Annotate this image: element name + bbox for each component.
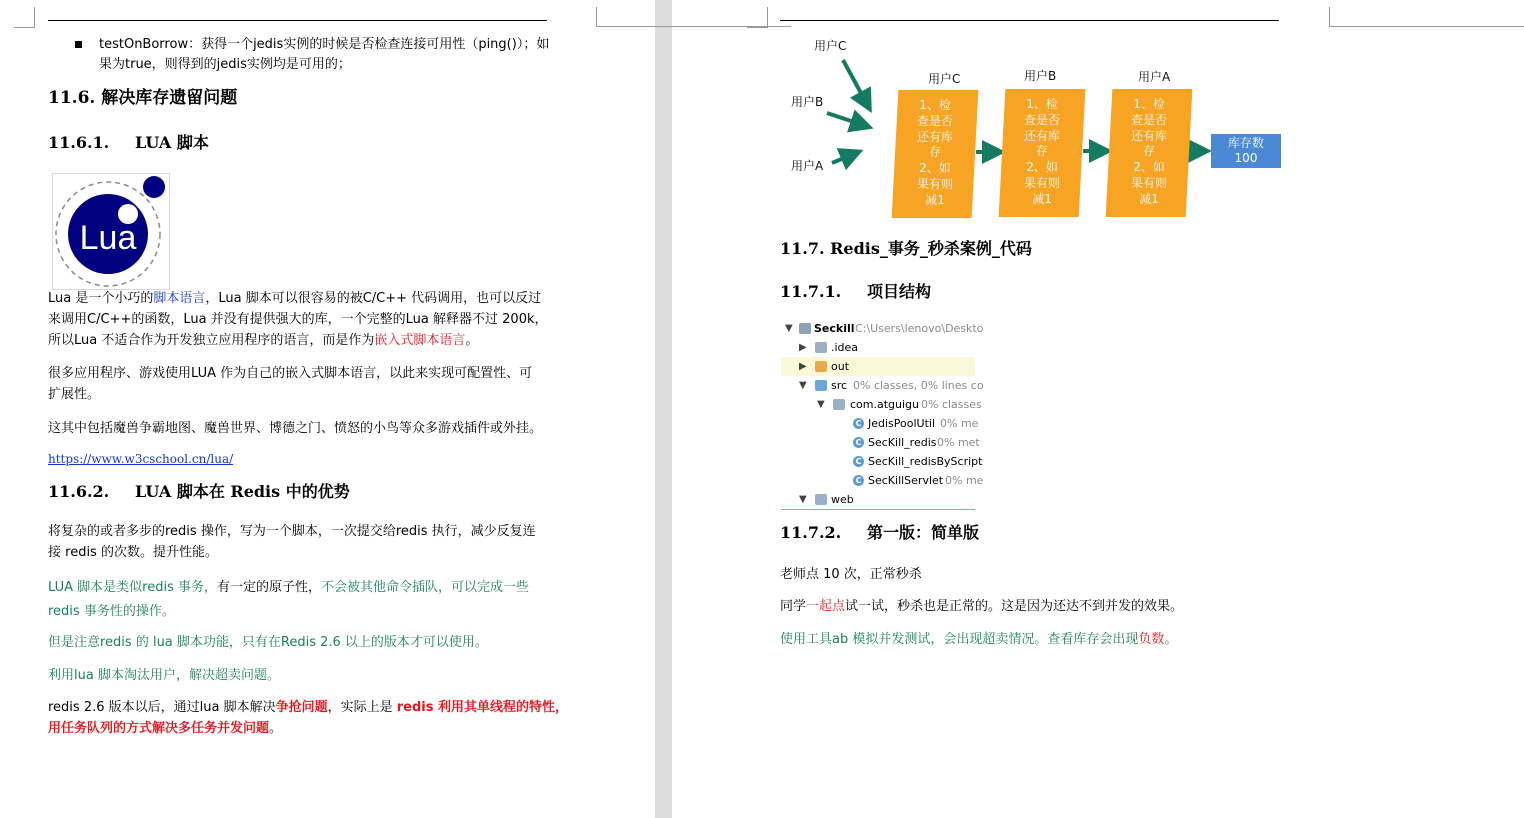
lua-logo-icon [53,174,169,289]
w3cschool-link[interactable]: https://www.w3cschool.cn/lua/ [48,452,234,466]
paragraph-line: LUA 脚本是类似redis 事务，有一定的原子性，不会被其他命令插队，可以完成一些 [48,580,529,595]
java-class-icon: C [853,456,864,467]
paragraph-line: 所以Lua 不适合作为开发独立应用程序的语言，而是作为嵌入式脚本语言。 [48,333,479,348]
heading-11-7-1 [780,281,931,302]
paragraph-line: 同学一起点试一试，秒杀也是正常的。这是因为还达不到并发的效果。 [780,599,1184,614]
paragraph-line: 用任务队列的方式解决多任务并发问题。 [48,721,283,736]
tree-item-out[interactable]: ▶ out [781,357,975,376]
module-icon [799,323,811,334]
tree-item-class[interactable]: C JedisPoolUtil 0% me [781,414,975,433]
crop-mark [1329,7,1524,27]
paragraph-line: 利用lua 脚本淘汰用户，解决超卖问题。 [48,668,280,683]
heading-11-7: 11.7. Redis_事务_秒杀案例_代码 [780,239,1032,258]
tree-item-src[interactable]: ▼ src 0% classes, 0% lines co [781,376,975,395]
stock-count-box: 库存数 100 [1211,134,1281,168]
bullet-text-line: 果为true，则得到的jedis实例均是可用的； [99,57,351,72]
page-gutter [655,0,672,818]
bullet-text-line: testOnBorrow：获得一个jedis实例的时候是否检查连接可用性（ping()）；如 [99,37,550,52]
heading-11-6: 11.6. 解决库存遗留问题 [48,88,238,108]
heading-number: 11.7.2. [780,523,842,542]
heading-text: 项目结构 [867,282,932,301]
source-folder-icon [815,380,827,391]
tree-root[interactable]: ▼ Seckill C:\Users\lenovo\Deskto [781,319,975,338]
paragraph-line: 将复杂的或者多步的redis 操作，写为一个脚本，一次提交给redis 执行，减少反复连 [48,524,536,539]
paragraph-line: 老师点 10 次，正常秒杀 [780,567,922,582]
heading-text: 第一版：简单版 [867,523,980,542]
user-label: 用户A [791,159,824,173]
chevron-down-icon[interactable]: ▼ [785,323,793,334]
check-stock-box: 1、检 查是否 还有库 存 2、如 果有则 减1 [1106,89,1193,217]
chevron-right-icon[interactable]: ▶ [799,361,807,372]
left-page [0,0,655,818]
heading-number: 11.7.1. [780,282,842,301]
tree-item-idea[interactable]: ▶ .idea [781,338,975,357]
check-stock-box: 1、检 查是否 还有库 存 2、如 果有则 减1 [999,89,1086,217]
tree-item-web[interactable]: ▼ web [781,490,975,509]
project-tree [781,319,984,510]
tree-item-package[interactable]: ▼ com.atguigu 0% classes [781,395,975,414]
java-class-icon: C [853,437,864,448]
folder-icon [815,361,827,372]
package-icon [833,399,845,410]
lua-logo-text: Lua [79,219,137,257]
lua-logo-image [52,173,170,290]
paragraph-line: 使用工具ab 模拟并发测试，会出现超卖情况。查看库存会出现负数。 [780,632,1178,647]
user-label: 用户C [814,39,847,53]
box-title: 用户B [1024,69,1057,83]
box-title: 用户A [1138,70,1171,84]
java-class-icon: C [853,418,864,429]
paragraph-line: redis 2.6 版本以后，通过lua 脚本解决争抢问题，实际上是 redis 利用其单线程的特性， [48,700,569,715]
heading-number: 11.6.1. [48,133,110,152]
tree-item-class[interactable]: C SecKillServlet 0% me [781,471,975,490]
user-label: 用户B [791,95,824,109]
heading-11-6-1 [48,132,209,153]
folder-icon [815,342,827,353]
folder-icon [815,494,827,505]
paragraph-line: 但是注意redis 的 lua 脚本功能，只有在Redis 2.6 以上的版本才可以使用。 [48,635,488,650]
box-title: 用户C [928,72,961,86]
bullet-square-icon [75,41,82,48]
tree-item-class[interactable]: C SecKill_redis 0% met [781,433,975,452]
chevron-right-icon[interactable]: ▶ [799,342,807,353]
paragraph-line: 这其中包括魔兽争霸地图、魔兽世界、博德之门、愤怒的小鸟等众多游戏插件或外挂。 [48,421,543,436]
java-class-icon: C [853,475,864,486]
chevron-down-icon[interactable]: ▼ [799,494,807,505]
paragraph-line: Lua 是一个小巧的脚本语言，Lua 脚本可以很容易的被C/C++ 代码调用，也可以反过 [48,291,542,306]
paragraph-line: 扩展性。 [48,387,101,402]
heading-11-7-2 [780,522,979,543]
paragraph-line: 很多应用程序、游戏使用LUA 作为自己的嵌入式脚本语言，以此来实现可配置性、可 [48,366,533,381]
tree-item-class[interactable]: C SecKill_redisByScript [781,452,975,471]
check-stock-box: 1、检 查是否 还有库 存 2、如 果有则 减1 [892,90,979,218]
paragraph-line: redis 事务性的操作。 [48,604,175,619]
heading-11-6-2 [48,481,350,502]
header-rule [48,20,547,21]
header-rule [780,20,1279,21]
script-language-link[interactable]: 脚本语言 [153,291,206,306]
heading-text: LUA 脚本在 Redis 中的优势 [135,482,350,501]
chevron-down-icon[interactable]: ▼ [817,399,825,410]
crop-mark [14,7,35,28]
paragraph-line: 来调用C/C++的函数，Lua 并没有提供强大的库，一个完整的Lua 解释器不过 200k， [48,312,548,327]
paragraph-line: 接 redis 的次数。提升性能。 [48,545,218,560]
heading-text: LUA 脚本 [135,133,209,152]
chevron-down-icon[interactable]: ▼ [799,380,807,391]
heading-number: 11.6.2. [48,482,110,501]
crop-mark [747,7,768,28]
